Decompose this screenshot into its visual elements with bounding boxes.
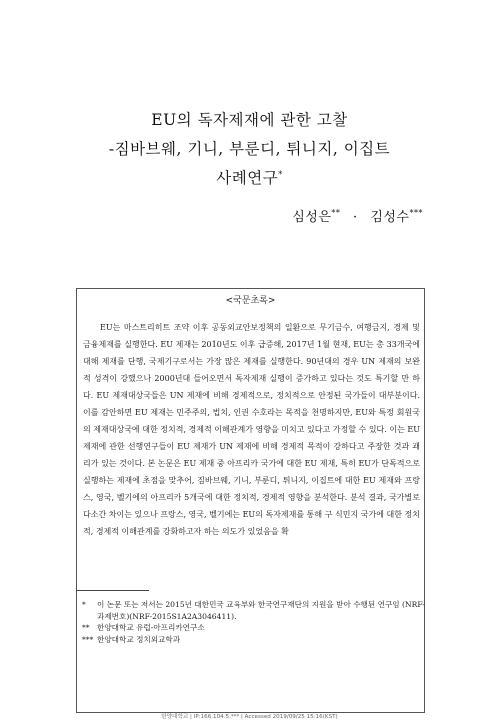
author-1: 심성은 <box>292 210 332 225</box>
authors <box>292 206 423 225</box>
footnotes <box>82 599 427 645</box>
footnote-1-mark: * <box>82 600 86 609</box>
title-line-1: EU의 독자제재에 관한 고찰 <box>151 111 348 129</box>
title-line-3 <box>0 164 499 193</box>
abstract-text: EU는 마스트리히트 조약 이후 공동외교안보정책의 일환으로 무기금수, 여행금지, 경제 및 금융제재를 실행한다. EU 제재는 2010년도 이후 급증해, 2017년 1월 현재, EU는 총 33개국에 대해 제재를 단행, 국제기구로서는 가장 많은 제재를 실행한다. 90년대의 경우 UN 제재의 보완적 성격이 강했으나 2000년대 들어오면서 독자제재 실행이 증가하고 있다는 것도 특기할 만 하다. EU 제재대상국들은 UN 제재에 비해 경제적으로, 정치적으로 안정된 국가들이 대부분이다. 이를 감안하면 EU 제재는 민주주의, 법치, 인권 수호라는 목적을 천명하지만, EU와 특정 회원국의 제재대상국에 대한 정치적, 경제적 이해관계가 영향을 미치고 있다고 가정할 수 있다. 이는 EU 제재에 관한 선행연구들이 EU 제재가 UN 제재에 비해 경제적 목적이 강하다고 주장한 것과 괘리가 있는 것이다. 본 논문은 EU 제재 중 아프리카 국가에 대한 EU 제재, 특히 EU가 단독적으로 실행하는 제재에 초점을 맞추어, 짐바브웨, 기니, 부룬디, 튀니지, 이집트에 대한 EU 제재와 프랑스, 영국, 벨기에의 아프리카 5개국에 대한 정치적, 경제적 영향을 분석한다. 분석 결과, 국가별로 다소간 차이는 있으나 프랑스, 영국, 벨기에는 EU의 독자제재를 통해 구 식민지 국가에 대한 정치적, 경제적 이해관계를 강화하고자 하는 의도가 있었음을 확 <box>83 323 420 536</box>
author-separator: · <box>353 210 358 225</box>
footnote-1 <box>82 599 427 622</box>
abstract-heading: <국문초록> <box>225 296 276 306</box>
author-2-mark: *** <box>409 208 423 218</box>
footnote-3 <box>82 634 427 646</box>
title-line-3-text: 사례연구 <box>216 169 279 187</box>
title-footnote-mark: * <box>278 169 283 179</box>
footnote-3-text: 한양대학교 정치외교학과 <box>97 634 181 644</box>
footnote-2-text: 한양대학교 유럽-아프리카연구소 <box>97 623 205 632</box>
author-1-mark: ** <box>331 208 341 218</box>
author-2: 김성수 <box>370 210 410 225</box>
abstract-box <box>76 288 425 713</box>
footnote-3-mark: *** <box>82 634 94 644</box>
footnote-1-text: 이 논문 또는 저서는 2015년 대한민국 교육부와 한국연구재단의 지원을 받아 수행된 연구임 (NRF-과제번호)(NRF-2015S1A2A3046411). <box>97 600 425 621</box>
footnote-2-mark: ** <box>82 623 90 632</box>
abstract-body <box>83 319 420 540</box>
title-line-2: -짐바브웨, 기니, 부룬디, 튀니지, 이집트 <box>108 140 391 158</box>
footnote-2 <box>82 622 427 634</box>
access-footer: 한양대학교 | IP:166.104.5.*** | Accessed 2019/09/25 15:16(KST) <box>161 714 338 720</box>
paper-title <box>0 106 499 193</box>
footnote-divider <box>76 590 149 591</box>
